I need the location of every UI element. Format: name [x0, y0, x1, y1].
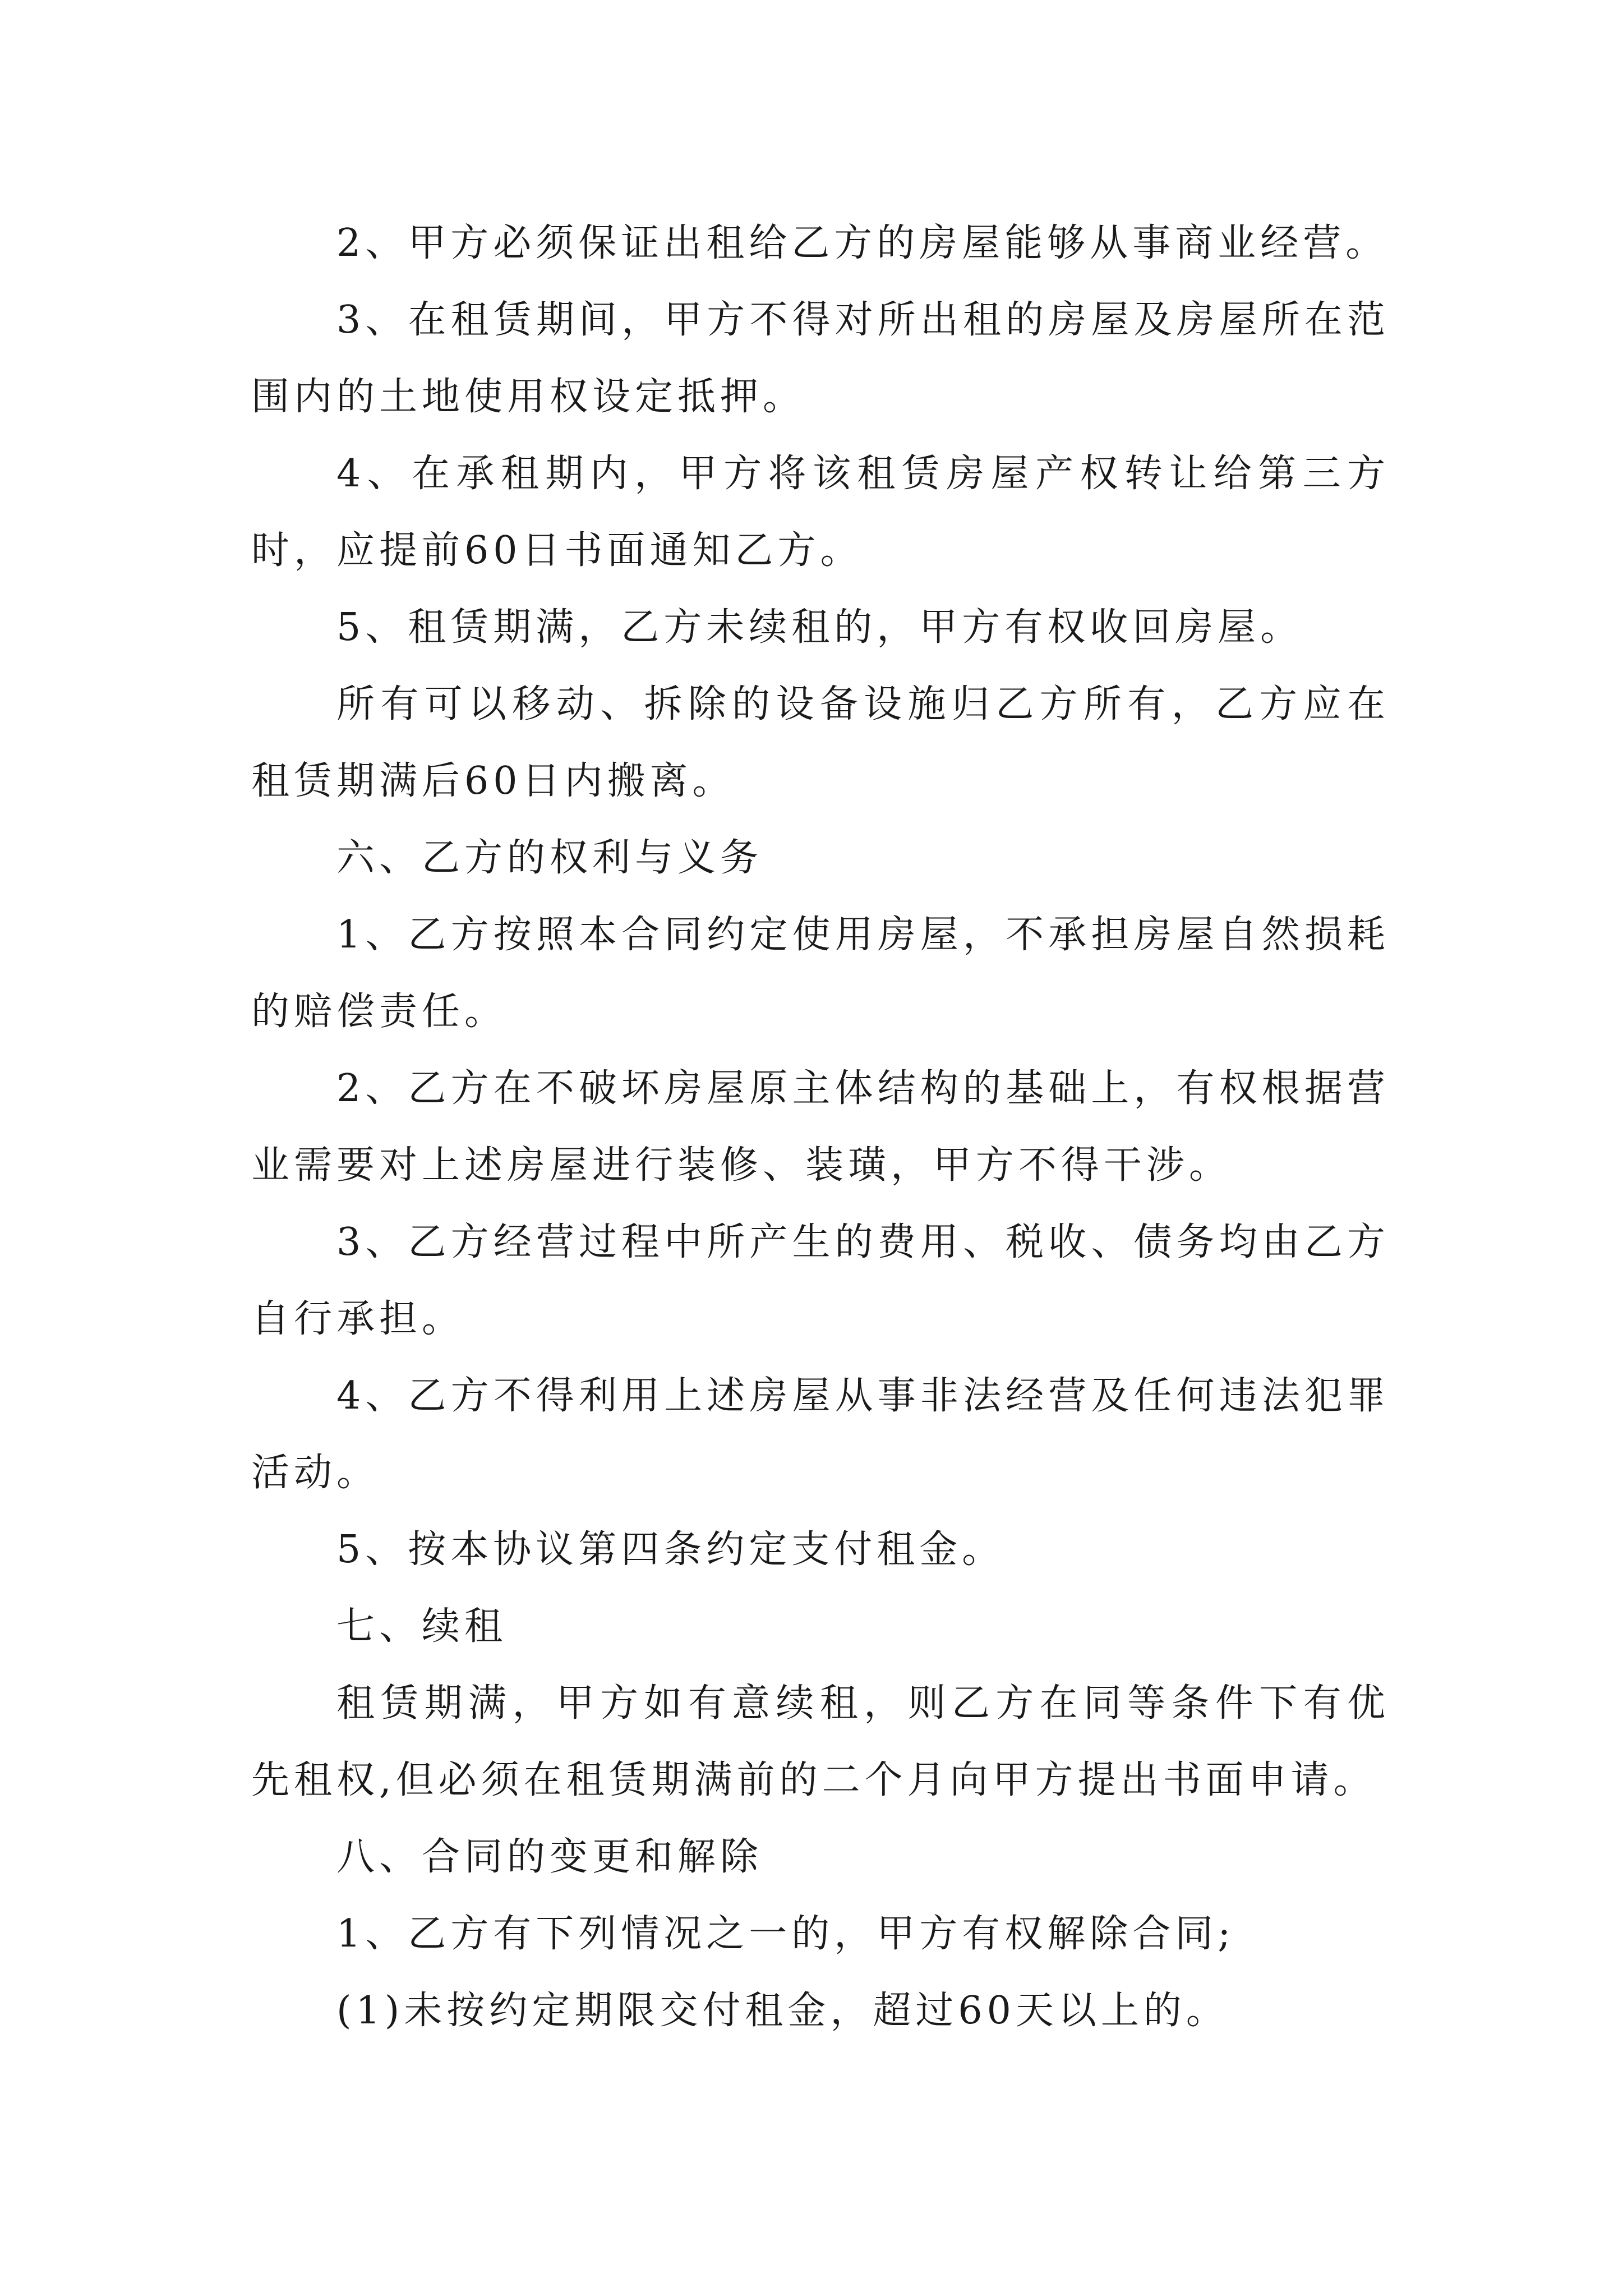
- paragraph-tenant-clause-3: 3、乙方经营过程中所产生的费用、税收、债务均由乙方自行承担。: [251, 1220, 1390, 1341]
- paragraph-tenant-clause-2: 2、乙方在不破坏房屋原主体结构的基础上，有权根据营业需要对上述房屋进行装修、装璜，甲方不得干涉。: [251, 1066, 1390, 1188]
- paragraph-clause-3-no-mortgage: 3、在租赁期间，甲方不得对所出租的房屋及房屋所在范围内的土地使用权设定抵押。: [251, 298, 1390, 419]
- paragraph-clause-2-commercial-use: 2、甲方必须保证出租给乙方的房屋能够从事商业经营。: [336, 221, 1389, 265]
- document-body: [251, 205, 1390, 2049]
- paragraph-tenant-clause-5: 5、按本协议第四条约定支付租金。: [336, 1527, 1005, 1572]
- paragraph-renewal-terms: 租赁期满，甲方如有意续租，则乙方在同等条件下有优先租权,但必须在租赁期满前的二个月向甲方提出书面申请。: [251, 1681, 1390, 1802]
- section-heading-tenant-rights: 六、乙方的权利与义务: [336, 836, 763, 880]
- paragraph-termination-clause-1: 1、乙方有下列情况之一的，甲方有权解除合同;: [336, 1912, 1235, 1956]
- paragraph-tenant-clause-1: 1、乙方按照本合同约定使用房屋，不承担房屋自然损耗的赔偿责任。: [251, 913, 1390, 1034]
- section-heading-change-termination: 八、合同的变更和解除: [336, 1835, 763, 1879]
- paragraph-equipment-removal: 所有可以移动、拆除的设备设施归乙方所有，乙方应在租赁期满后60日内搬离。: [251, 682, 1390, 803]
- paragraph-clause-4-transfer-notice: 4、在承租期内，甲方将该租赁房屋产权转让给第三方时，应提前60日书面通知乙方。: [251, 452, 1390, 573]
- paragraph-clause-5-reclaim: 5、租赁期满，乙方未续租的，甲方有权收回房屋。: [336, 605, 1303, 650]
- paragraph-tenant-clause-4: 4、乙方不得利用上述房屋从事非法经营及任何违法犯罪活动。: [251, 1374, 1390, 1495]
- paragraph-termination-item-1: (1)未按约定期限交付租金，超过60天以上的。: [336, 1989, 1229, 2033]
- section-heading-renewal: 七、续租: [336, 1604, 508, 1649]
